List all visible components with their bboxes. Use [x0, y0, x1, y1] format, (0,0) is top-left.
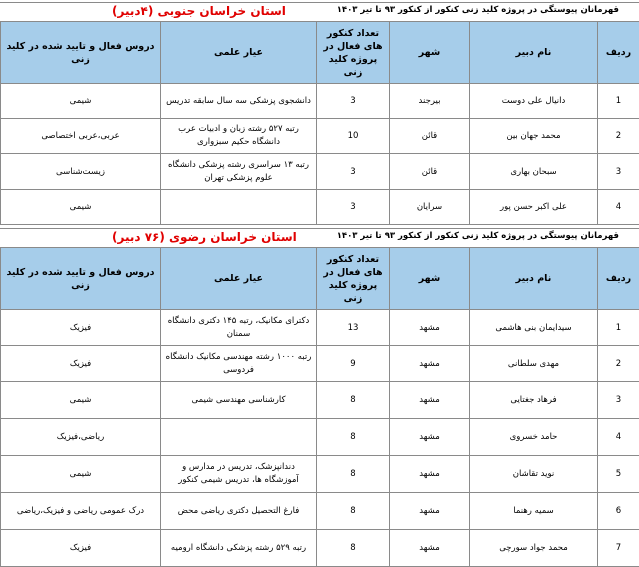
cell-count: 10 [317, 119, 390, 154]
cell-name: نوید تقاشان [470, 456, 598, 493]
cell-city: مشهد [390, 419, 470, 456]
cell-name: فرهاد جغتایی [470, 382, 598, 419]
header-courses: دروس فعال و تایید شده در کلید زنی [1, 22, 161, 84]
cell-city: مشهد [390, 493, 470, 530]
cell-city: مشهد [390, 530, 470, 567]
cell-elite [161, 190, 317, 225]
cell-elite: دندانپزشک، تدریس در مدارس و آموزشگاه ها، تدریس شیمی کنکور [161, 456, 317, 493]
cell-name: علی اکبر حسن پور [470, 190, 598, 225]
cell-courses: شیمی [1, 84, 161, 119]
cell-elite: فارغ التحصیل دکتری ریاضی محض [161, 493, 317, 530]
cell-city: قائن [390, 119, 470, 154]
header-name: نام دبیر [470, 248, 598, 310]
table-row [1, 493, 639, 530]
table-row [1, 154, 639, 190]
cell-city: سرایان [390, 190, 470, 225]
cell-count: 3 [317, 154, 390, 190]
cell-elite: دانشجوی پزشکی سه سال سابقه تدریس [161, 84, 317, 119]
table-header-row [1, 248, 639, 310]
cell-radif: 2 [598, 346, 639, 382]
cell-count: 8 [317, 530, 390, 567]
header-count: تعداد کنکور های فعال در پروژه کلید زنی [317, 248, 390, 310]
cell-elite: رتبه ۱۳ سراسری رشته پزشکی دانشگاه علوم پزشکی تهران [161, 154, 317, 190]
table-row [1, 419, 639, 456]
cell-courses: شیمی [1, 190, 161, 225]
table-header-row [1, 22, 639, 84]
table-row [1, 190, 639, 225]
cell-count: 9 [317, 346, 390, 382]
cell-radif: 4 [598, 419, 639, 456]
cell-courses: شیمی [1, 382, 161, 419]
cell-radif: 6 [598, 493, 639, 530]
cell-city: مشهد [390, 456, 470, 493]
cell-name: محمد جواد سورچی [470, 530, 598, 567]
cell-count: 8 [317, 382, 390, 419]
section-title: استان خراسان رضوی (۷۶ دبیر) [112, 230, 297, 244]
cell-courses: فیزیک [1, 530, 161, 567]
header-elite: عیار علمی [161, 22, 317, 84]
table-row [1, 310, 639, 346]
cell-name: مهدی سلطانی [470, 346, 598, 382]
table-row [1, 456, 639, 493]
cell-radif: 5 [598, 456, 639, 493]
section-subtitle: قهرمانان پیوستگی در پروژه کلید زنی کنکور از کنکور ۹۳ تا تیر ۱۴۰۳ [337, 5, 619, 15]
cell-elite [161, 419, 317, 456]
teachers-table-razavi-khorasan [0, 247, 639, 567]
header-elite: عیار علمی [161, 248, 317, 310]
cell-elite: کارشناسی مهندسی شیمی [161, 382, 317, 419]
cell-count: 8 [317, 419, 390, 456]
cell-count: 3 [317, 84, 390, 119]
cell-courses: عربی،عربی اختصاصی [1, 119, 161, 154]
header-courses: دروس فعال و تایید شده در کلید زنی [1, 248, 161, 310]
cell-radif: 7 [598, 530, 639, 567]
cell-radif: 3 [598, 382, 639, 419]
table-row [1, 84, 639, 119]
header-city: شهر [390, 248, 470, 310]
cell-courses: زیست‌شناسی [1, 154, 161, 190]
header-name: نام دبیر [470, 22, 598, 84]
section-title: استان خراسان جنوبی (۴دبیر) [112, 4, 286, 18]
cell-count: 8 [317, 456, 390, 493]
header-radif: ردیف [598, 248, 639, 310]
teachers-table-south-khorasan [0, 21, 639, 225]
cell-city: مشهد [390, 346, 470, 382]
table-row [1, 382, 639, 419]
section-subtitle: قهرمانان پیوستگی در پروژه کلید زنی کنکور از کنکور ۹۳ تا تیر ۱۴۰۳ [337, 231, 619, 241]
cell-radif: 4 [598, 190, 639, 225]
cell-courses: شیمی [1, 456, 161, 493]
cell-city: بیرجند [390, 84, 470, 119]
cell-name: حامد خسروی [470, 419, 598, 456]
cell-name: سیدایمان بنی هاشمی [470, 310, 598, 346]
section-header-razavi-khorasan [0, 228, 639, 247]
cell-elite: دکترای مکانیک، رتبه ۱۴۵ دکتری دانشگاه سمنان [161, 310, 317, 346]
cell-radif: 2 [598, 119, 639, 154]
cell-name: دانیال علی دوست [470, 84, 598, 119]
cell-count: 8 [317, 493, 390, 530]
cell-count: 13 [317, 310, 390, 346]
cell-city: قائن [390, 154, 470, 190]
header-count: تعداد کنکور های فعال در پروژه کلید زنی [317, 22, 390, 84]
header-radif: ردیف [598, 22, 639, 84]
cell-radif: 1 [598, 84, 639, 119]
cell-name: سمیه رهنما [470, 493, 598, 530]
cell-count: 3 [317, 190, 390, 225]
section-header-south-khorasan [0, 2, 639, 21]
cell-radif: 3 [598, 154, 639, 190]
table-row [1, 119, 639, 154]
cell-courses: فیزیک [1, 346, 161, 382]
cell-courses: درک عمومی ریاضی و فیزیک،ریاضی [1, 493, 161, 530]
cell-name: سبحان بهاری [470, 154, 598, 190]
cell-city: مشهد [390, 382, 470, 419]
cell-city: مشهد [390, 310, 470, 346]
table-row [1, 530, 639, 567]
cell-elite: رتبه ۵۲۷ رشته زبان و ادبیات عرب دانشگاه حکیم سبزواری [161, 119, 317, 154]
cell-elite: رتبه ۱۰۰۰ رشته مهندسی مکانیک دانشگاه فردوسی [161, 346, 317, 382]
cell-elite: رتبه ۵۲۹ رشته پزشکی دانشگاه ارومیه [161, 530, 317, 567]
cell-name: محمد جهان بین [470, 119, 598, 154]
cell-courses: ریاضی،فیزیک [1, 419, 161, 456]
table-row [1, 346, 639, 382]
cell-courses: فیزیک [1, 310, 161, 346]
header-city: شهر [390, 22, 470, 84]
cell-radif: 1 [598, 310, 639, 346]
